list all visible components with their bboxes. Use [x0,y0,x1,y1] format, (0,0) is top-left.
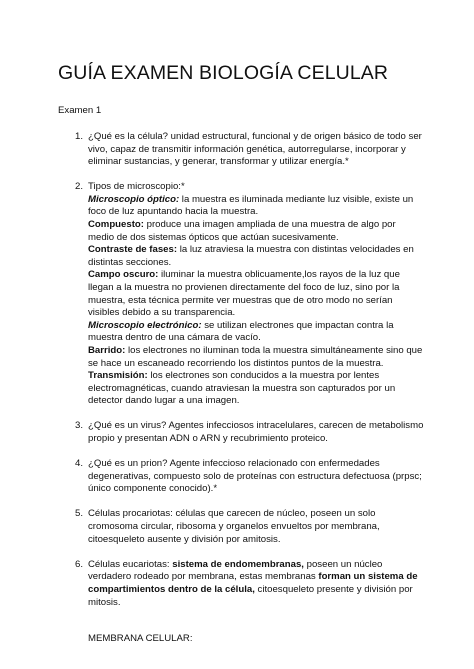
item-text: Células eucariotas: [88,558,173,570]
item-term: Microscopio óptico: [88,193,180,205]
item-text: citoesqueleto presente y división por mitosis. [88,583,413,608]
item-text: iluminar la muestra oblicuamente,los rayos de la luz que llegan a la muestra no provienen directamente del foco de luz, sino por la muestra, esta técnica permite ver muestras que de otro modo no serían visibles debido a su transparencia. [88,269,400,319]
item-text: poseen un núcleo verdadero rodeado por membrana, estas membranas [88,558,383,583]
list-item [58,420,424,445]
item-text: se utilizan electrones que impactan contra la muestra dentro de una cámara de vacío. [88,319,394,344]
item-term: Compuesto: [88,219,144,231]
item-text: Tipos de microscopio:* [88,181,185,193]
list-item-number: 5. [75,508,84,520]
item-term: Transmisión: [88,370,148,382]
item-text: ¿Qué es un virus? Agentes infecciosos intracelulares, carecen de metabolismo propio y presentan ADN o ARN y recubrimiento proteico. [88,420,424,445]
list-item-number: 2. [75,181,84,193]
list-item-number: 4. [75,458,84,470]
item-text: la luz atraviesa la muestra con distintas velocidades en distintas secciones. [88,244,414,268]
question-list [58,131,424,609]
list-item [58,458,424,496]
item-term: forman un sistema de compartimientos dentro de la célula, [88,571,418,595]
list-item [58,131,424,169]
document-title: GUÍA EXAMEN BIOLOGÍA CELULAR [58,62,389,84]
list-item-number: 1. [75,131,84,142]
section-heading: MEMBRANA CELULAR: [88,633,193,645]
item-term: Campo oscuro: [88,269,159,281]
item-term: Contraste de fases: [88,244,178,256]
exam-label: Examen 1 [58,105,102,116]
item-text: produce una imagen ampliada de una muestra de algo por medio de dos sistemas ópticos que actúan sucesivamente. [88,219,396,243]
item-text: ¿Qué es un prion? Agente infeccioso relacionado con enfermedades degenerativas, compuesto solo de proteínas con estructura defectuosa (prpsc; único componente conocido).* [88,458,422,495]
item-text: Células procariotas: células que carecen de núcleo, poseen un solo cromosoma circular, ribosoma y organelos envueltos por membrana, citoesqueleto ausente y división por amitosis. [88,508,380,545]
item-text: los electrones no iluminan toda la muestra simultáneamente sino que se hace un escaneado recorriendo los distintos puntos de la muestra. [88,345,423,369]
list-item-number: 6. [75,558,84,570]
list-item [58,181,424,408]
item-term: Microscopio electrónico: [88,319,202,331]
item-text: los electrones son conducidos a la muestra por lentes electromagnéticas, cuando atraviesan la muestra son capturados por un detector dando lugar a una imagen. [88,370,396,407]
item-text: la muestra es iluminada mediante luz visible, existe un foco de luz apuntando hacia la muestra. [88,193,414,218]
list-item [58,508,424,546]
list-item [58,559,424,609]
item-term: Barrido: [88,345,126,356]
item-term: sistema de endomembranas, [172,558,304,570]
list-item-number: 3. [75,420,84,432]
item-text: ¿Qué es la célula? unidad estructural, funcional y de origen básico de todo ser vivo, capaz de transmitir información genética, autorregularse, incorporar y eliminar sustancias, y generar, transformar y utilizar energía.* [88,131,422,168]
